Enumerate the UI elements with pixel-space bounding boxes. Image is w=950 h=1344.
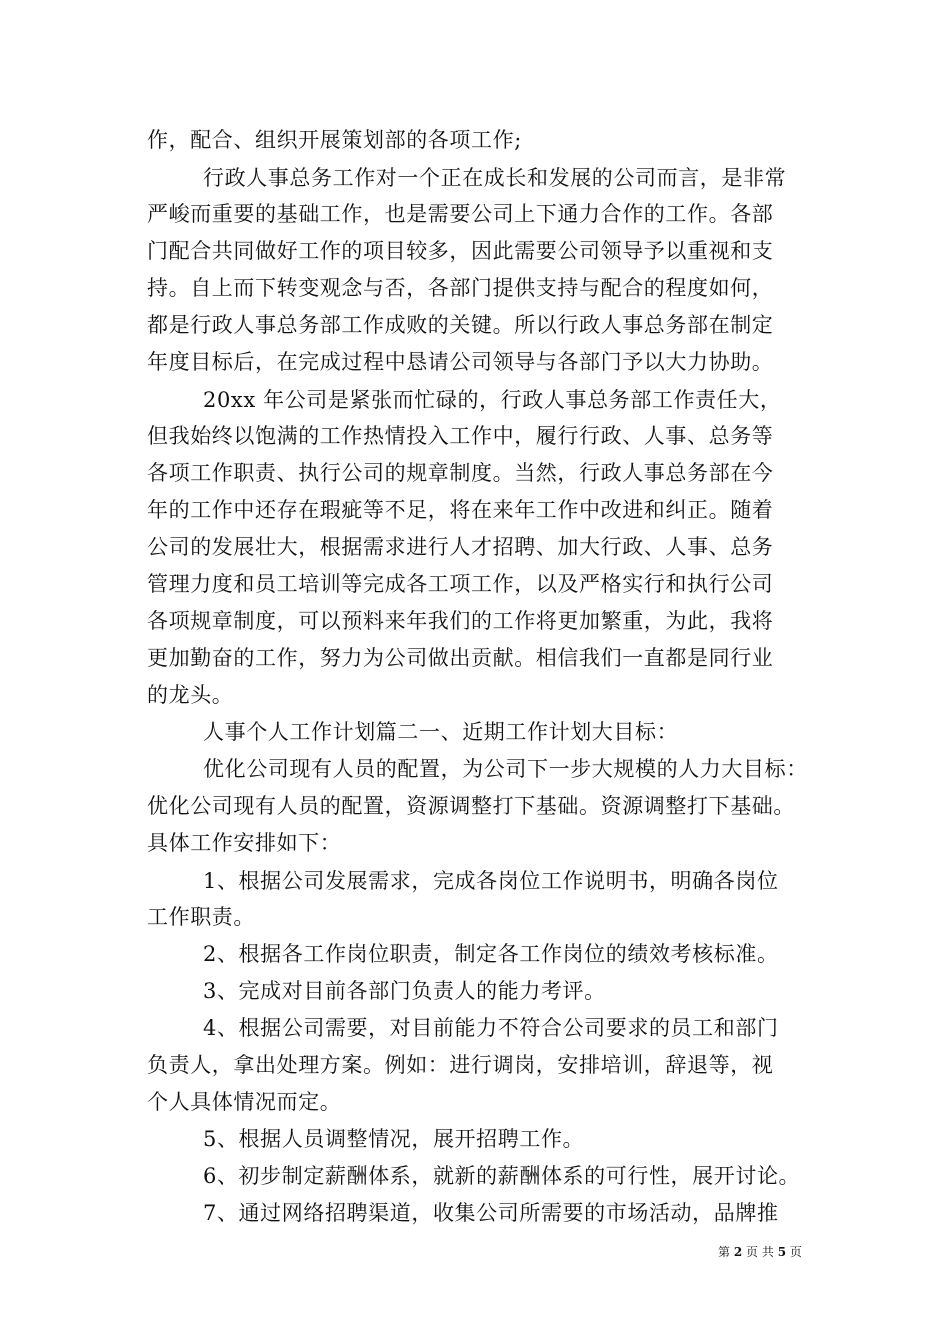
text-line: 具体工作安排如下： [147,831,342,855]
text-line: 优化公司现有人员的配置，为公司下一步大规模的人力大目标： [203,757,808,781]
text-line: 3、完成对目前各部门负责人的能力考评。 [203,979,606,1003]
text-line: 人事个人工作计划篇二一、近期工作计划大目标： [203,720,679,744]
page-footer [718,1245,802,1259]
text-line: 更加勤奋的工作，努力为公司做出贡献。相信我们一直都是同行业 [147,646,774,670]
text-line: 但我始终以饱满的工作热情投入工作中，履行行政、人事、总务等 [147,424,774,448]
text-line: 负责人，拿出处理方案。例如：进行调岗，安排培训，辞退等，视 [147,1053,774,1077]
text-line: 门配合共同做好工作的项目较多，因此需要公司领导予以重视和支 [147,239,774,263]
text-line: 都是行政人事总务部工作成败的关键。所以行政人事总务部在制定 [147,313,774,337]
footer-middle: 页 共 [746,1245,774,1259]
text-line: 年的工作中还存在瑕疵等不足，将在来年工作中改进和纠正。随着 [147,498,774,522]
current-page-number: 2 [733,1245,743,1259]
text-line: 各项规章制度，可以预料来年我们的工作将更加繁重，为此，我将 [147,609,774,633]
total-page-count: 5 [777,1245,787,1259]
text-line: 管理力度和员工培训等完成各工项工作，以及严格实行和执行公司 [147,572,774,596]
footer-prefix: 第 [718,1245,731,1259]
text-line: 个人具体情况而定。 [147,1090,342,1114]
text-line: 公司的发展壮大，根据需求进行人才招聘、加大行政、人事、总务 [147,535,774,559]
text-line: 严峻而重要的基础工作，也是需要公司上下通力合作的工作。各部 [147,202,774,226]
text-line: 优化公司现有人员的配置，资源调整打下基础。资源调整打下基础。 [147,794,795,818]
text-line: 年度目标后，在完成过程中恳请公司领导与各部门予以大力协助。 [147,350,774,374]
text-line: 2、根据各工作岗位职责，制定各工作岗位的绩效考核标准。 [203,942,779,966]
text-line: 持。自上而下转变观念与否，各部门提供支持与配合的程度如何， [147,276,774,300]
text-line: 6、初步制定薪酬体系，就新的薪酬体系的可行性，展开讨论。 [203,1164,801,1188]
text-line: 工作职责。 [147,905,255,929]
text-line: 1、根据公司发展需求，完成各岗位工作说明书，明确各岗位 [203,869,779,893]
text-line: 20xx 年公司是紧张而忙碌的，行政人事总务部工作责任大， [203,388,782,412]
text-line: 作，配合、组织开展策划部的各项工作; [147,128,522,152]
text-line: 7、通过网络招聘渠道，收集公司所需要的市场活动，品牌推 [203,1201,779,1225]
text-line: 4、根据公司需要，对目前能力不符合公司要求的员工和部门 [203,1016,779,1040]
text-line: 行政人事总务工作对一个正在成长和发展的公司而言，是非常 [203,166,787,190]
text-line: 的龙头。 [147,683,234,707]
footer-suffix: 页 [789,1245,802,1259]
text-line: 各项工作职责、执行公司的规章制度。当然，行政人事总务部在今 [147,461,774,485]
text-line: 5、根据人员调整情况，展开招聘工作。 [203,1127,585,1151]
